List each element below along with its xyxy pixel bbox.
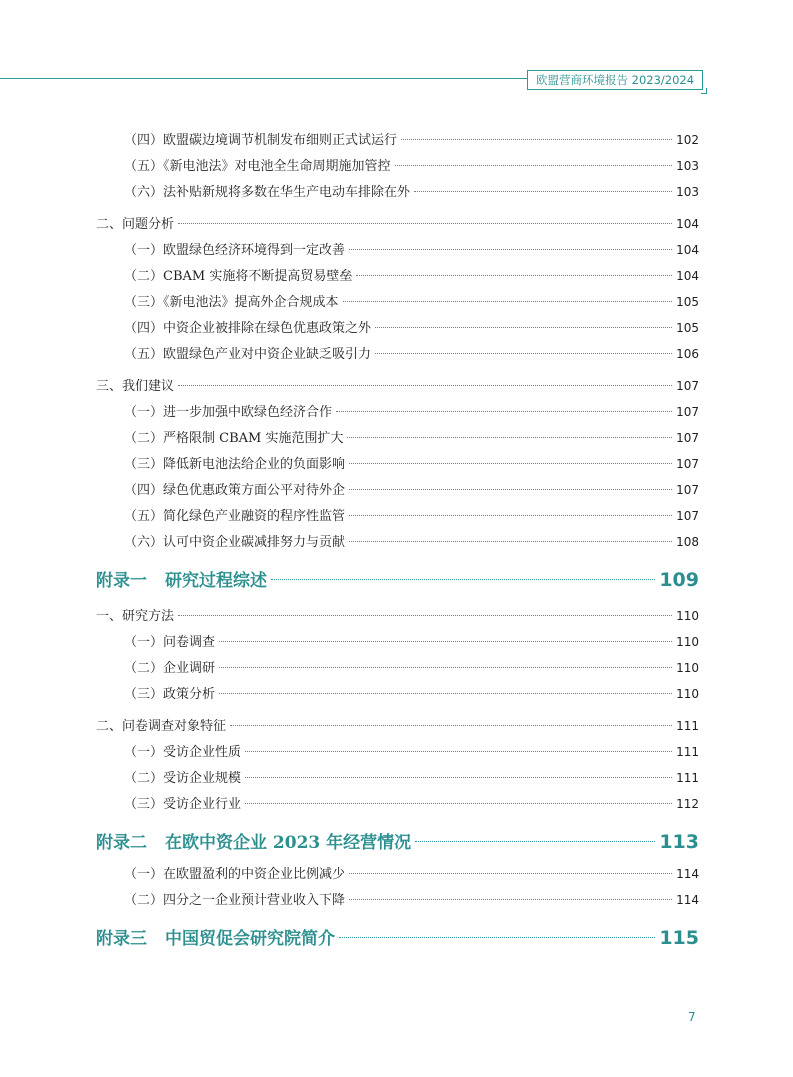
toc-page-number: 110 <box>676 687 699 701</box>
dot-leader <box>219 641 672 642</box>
toc-page-number: 104 <box>676 269 699 283</box>
toc-appendix-entry[interactable] <box>96 563 699 597</box>
dot-leader <box>347 437 672 438</box>
toc-entry-label: （一）欧盟绿色经济环境得到一定改善 <box>124 243 346 258</box>
toc-appendix-entry[interactable] <box>96 825 699 859</box>
toc-page-number: 114 <box>676 867 699 881</box>
toc-subsection-entry[interactable] <box>96 451 699 477</box>
toc-subsection-entry[interactable] <box>96 425 699 451</box>
toc-entry-label: （一）受访企业性质 <box>124 745 242 760</box>
dot-leader <box>178 223 672 224</box>
toc-section-entry[interactable] <box>96 373 699 399</box>
toc-page-number: 111 <box>676 745 699 759</box>
toc-page-number: 110 <box>676 661 699 675</box>
toc-subsection-entry[interactable] <box>96 765 699 791</box>
toc-entry-label: （三）政策分析 <box>124 687 216 702</box>
toc-page-number: 102 <box>676 133 699 147</box>
toc-section-entry[interactable] <box>96 211 699 237</box>
toc-page-number: 114 <box>676 893 699 907</box>
toc-page-number: 107 <box>676 405 699 419</box>
appendix-number: 附录二 <box>96 833 147 853</box>
toc-page-number: 105 <box>676 321 699 335</box>
toc-subsection-entry[interactable] <box>96 263 699 289</box>
dot-leader <box>414 191 672 192</box>
toc-appendix-entry[interactable] <box>96 921 699 955</box>
appendix-title: 在欧中资企业 2023 年经营情况 <box>165 833 412 853</box>
running-header: 欧盟营商环境报告 2023/2024 <box>527 70 703 90</box>
toc-page-number: 107 <box>676 483 699 497</box>
toc-page-number: 111 <box>676 719 699 733</box>
toc-page-number: 112 <box>676 797 699 811</box>
toc-entry-label: （二）CBAM 实施将不断提高贸易壁垒 <box>124 269 353 284</box>
appendix-number: 附录一 <box>96 571 147 591</box>
toc-entry-label: （三）受访企业行业 <box>124 797 242 812</box>
dot-leader <box>271 579 655 580</box>
toc-subsection-entry[interactable] <box>96 237 699 263</box>
dot-leader <box>349 899 672 900</box>
dot-leader <box>245 777 672 778</box>
dot-leader <box>349 489 672 490</box>
dot-leader <box>395 165 673 166</box>
toc-subsection-entry[interactable] <box>96 681 699 707</box>
dot-leader <box>219 693 672 694</box>
toc-page-number: 108 <box>676 535 699 549</box>
toc-page-number: 107 <box>676 509 699 523</box>
toc-page-number: 113 <box>659 831 699 853</box>
toc-page-number: 110 <box>676 635 699 649</box>
toc-page-number: 104 <box>676 243 699 257</box>
toc-page-number: 107 <box>676 431 699 445</box>
toc-entry-label: （二）受访企业规模 <box>124 771 242 786</box>
toc-entry-label: （四）中资企业被排除在绿色优惠政策之外 <box>124 321 372 336</box>
toc-entry-label: （三）降低新电池法给企业的负面影响 <box>124 457 346 472</box>
dot-leader <box>343 301 673 302</box>
toc-page-number: 115 <box>659 927 699 949</box>
appendix-title: 中国贸促会研究院简介 <box>165 929 335 949</box>
dot-leader <box>349 515 672 516</box>
toc-subsection-entry[interactable] <box>96 629 699 655</box>
toc-subsection-entry[interactable] <box>96 477 699 503</box>
toc-subsection-entry[interactable] <box>96 861 699 887</box>
toc-page-number: 107 <box>676 457 699 471</box>
toc-entry-label: （一）问卷调查 <box>124 635 216 650</box>
toc-entry-label <box>96 564 267 598</box>
toc-subsection-entry[interactable] <box>96 791 699 817</box>
toc-entry-label: 三、我们建议 <box>96 379 175 394</box>
dot-leader <box>178 385 672 386</box>
toc-entry-label: （六）法补贴新规将多数在华生产电动车排除在外 <box>124 185 411 200</box>
toc-subsection-entry[interactable] <box>96 399 699 425</box>
dot-leader <box>178 615 672 616</box>
toc-entry-label: 二、问卷调查对象特征 <box>96 719 227 734</box>
toc-entry-label <box>96 826 411 860</box>
dot-leader <box>356 275 672 276</box>
toc-subsection-entry[interactable] <box>96 655 699 681</box>
toc-section-entry[interactable] <box>96 603 699 629</box>
toc-subsection-entry[interactable] <box>96 127 699 153</box>
toc-subsection-entry[interactable] <box>96 503 699 529</box>
toc-subsection-entry[interactable] <box>96 529 699 555</box>
page-number: 7 <box>688 1010 696 1024</box>
toc-entry-label: （三）《新电池法》提高外企合规成本 <box>124 295 339 310</box>
toc-entry-label: （一）进一步加强中欧绿色经济合作 <box>124 405 333 420</box>
dot-leader <box>219 667 672 668</box>
toc-page-number: 109 <box>659 569 699 591</box>
appendix-number: 附录三 <box>96 929 147 949</box>
dot-leader <box>230 725 672 726</box>
toc-subsection-entry[interactable] <box>96 179 699 205</box>
dot-leader <box>349 463 672 464</box>
toc-entry-label <box>96 922 335 956</box>
toc-entry-label: （四）欧盟碳边境调节机制发布细则正式试运行 <box>124 133 398 148</box>
toc-subsection-entry[interactable] <box>96 315 699 341</box>
toc-page-number: 104 <box>676 217 699 231</box>
dot-leader <box>349 249 672 250</box>
dot-leader <box>401 139 672 140</box>
toc-subsection-entry[interactable] <box>96 887 699 913</box>
toc-page-number: 103 <box>676 159 699 173</box>
dot-leader <box>349 873 672 874</box>
dot-leader <box>349 541 672 542</box>
toc-entry-label: （六）认可中资企业碳减排努力与贡献 <box>124 535 346 550</box>
dot-leader <box>415 841 655 842</box>
toc-entry-label: 二、问题分析 <box>96 217 175 232</box>
toc-entry-label: （五）《新电池法》对电池全生命周期施加管控 <box>124 159 391 174</box>
toc-subsection-entry[interactable] <box>96 289 699 315</box>
toc-entry-label: （二）严格限制 CBAM 实施范围扩大 <box>124 431 344 446</box>
dot-leader <box>336 411 672 412</box>
toc-entry-label: （二）企业调研 <box>124 661 216 676</box>
toc-entry-label: （四）绿色优惠政策方面公平对待外企 <box>124 483 346 498</box>
toc-subsection-entry[interactable] <box>96 153 699 179</box>
table-of-contents <box>96 127 699 957</box>
toc-page-number: 110 <box>676 609 699 623</box>
toc-page-number: 105 <box>676 295 699 309</box>
toc-section-entry[interactable] <box>96 713 699 739</box>
toc-subsection-entry[interactable] <box>96 739 699 765</box>
dot-leader <box>245 751 672 752</box>
toc-page-number: 103 <box>676 185 699 199</box>
toc-entry-label: （五）简化绿色产业融资的程序性监管 <box>124 509 346 524</box>
dot-leader <box>245 803 672 804</box>
appendix-title: 研究过程综述 <box>165 571 267 591</box>
toc-page-number: 106 <box>676 347 699 361</box>
toc-page-number: 111 <box>676 771 699 785</box>
toc-entry-label: （一）在欧盟盈利的中资企业比例减少 <box>124 867 346 882</box>
toc-entry-label: （五）欧盟绿色产业对中资企业缺乏吸引力 <box>124 347 372 362</box>
toc-entry-label: （二）四分之一企业预计营业收入下降 <box>124 893 346 908</box>
dot-leader <box>339 937 655 938</box>
dot-leader <box>375 353 672 354</box>
toc-subsection-entry[interactable] <box>96 341 699 367</box>
toc-entry-label: 一、研究方法 <box>96 609 175 624</box>
dot-leader <box>375 327 672 328</box>
toc-page-number: 107 <box>676 379 699 393</box>
